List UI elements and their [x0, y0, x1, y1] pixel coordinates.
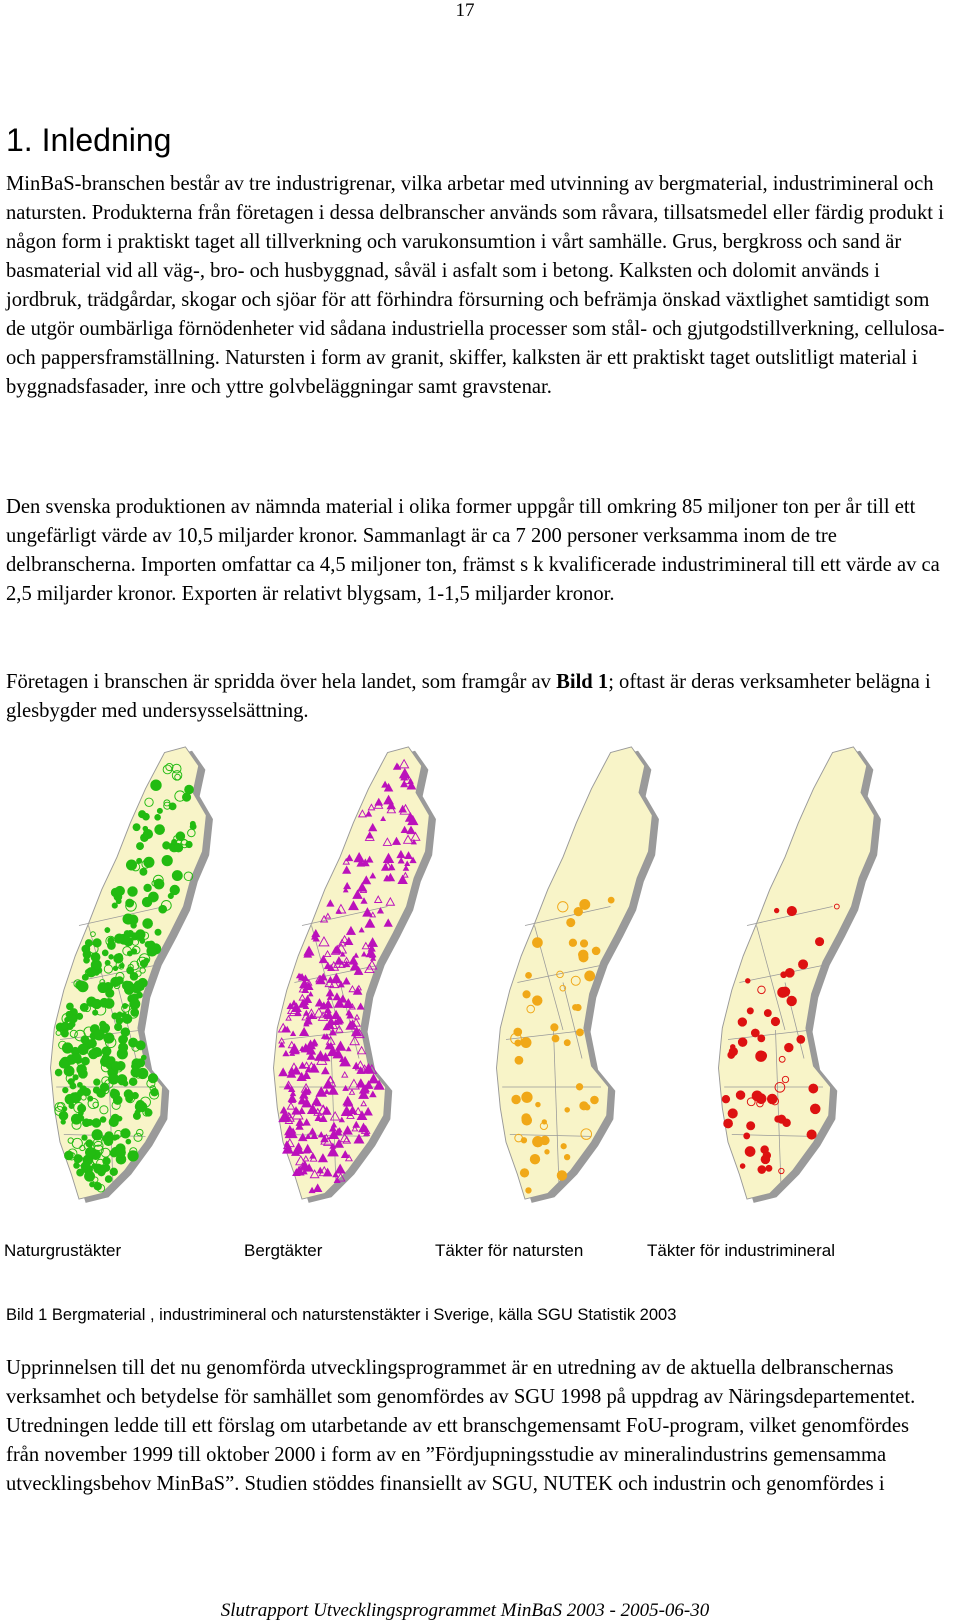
site-marker — [128, 1151, 139, 1162]
site-marker — [557, 1171, 567, 1181]
site-marker — [724, 1119, 733, 1128]
site-marker — [91, 953, 100, 962]
site-marker — [128, 887, 138, 897]
site-marker — [728, 1109, 738, 1119]
site-marker — [155, 929, 161, 935]
paragraph-production: Den svenska produktionen av nämnda material i olika former uppgår till omkring 85 miljoner ton per år till ett ungefärligt värde av 10,5 miljarder kronor. Sammanlagt är ca 7 200 personer verksamma inom de tre delbranscherna. Importen omfattar ca 4,5 miljoner ton, främst s k kvalificerade industrimineral till ett värde av ca 2,5 miljarder kronor. Exporten är relativt blygsam, 1-1,5 miljarder kronor. — [6, 496, 940, 605]
site-marker — [525, 972, 531, 978]
site-marker — [92, 1010, 98, 1016]
site-marker — [523, 991, 531, 999]
site-marker — [114, 934, 124, 944]
site-marker — [608, 897, 614, 903]
site-marker — [122, 981, 131, 990]
site-marker — [576, 1083, 583, 1090]
site-marker — [569, 939, 577, 947]
site-marker — [61, 1030, 68, 1037]
site-marker — [67, 1024, 73, 1030]
site-marker — [88, 1039, 97, 1048]
site-marker — [62, 1087, 68, 1093]
site-marker — [552, 1035, 559, 1042]
site-marker — [105, 989, 114, 998]
site-marker — [738, 1018, 747, 1027]
site-marker — [751, 1029, 759, 1037]
site-marker — [172, 870, 182, 880]
map-industrimineral — [719, 747, 881, 1203]
sweden-maps-figure — [0, 745, 960, 1225]
site-marker — [747, 1008, 753, 1014]
site-marker — [783, 1119, 791, 1127]
site-marker — [745, 1146, 755, 1156]
site-marker — [758, 1166, 766, 1174]
site-marker — [59, 1111, 68, 1120]
site-marker — [722, 1095, 730, 1103]
site-marker — [82, 1135, 88, 1141]
site-marker — [787, 996, 797, 1006]
site-marker — [752, 1091, 762, 1101]
site-marker — [521, 1037, 531, 1047]
site-marker — [807, 1130, 817, 1140]
site-marker — [102, 950, 108, 956]
site-marker — [572, 1004, 578, 1010]
site-marker — [580, 940, 588, 948]
site-marker — [815, 937, 824, 946]
site-marker — [145, 1109, 153, 1117]
site-marker — [566, 918, 575, 927]
site-marker — [131, 1063, 137, 1069]
site-marker — [136, 842, 143, 849]
site-marker — [155, 814, 161, 820]
site-marker — [133, 823, 140, 830]
site-marker — [128, 1038, 137, 1047]
site-marker — [761, 1155, 770, 1164]
sweden-outline — [274, 747, 430, 1199]
site-marker — [105, 927, 110, 932]
site-marker — [110, 1168, 118, 1176]
map-naturgrus — [51, 747, 213, 1203]
site-marker — [758, 1051, 767, 1060]
site-marker — [170, 885, 180, 895]
site-marker — [130, 999, 140, 1009]
site-marker — [542, 1119, 547, 1124]
site-marker — [809, 1084, 818, 1093]
site-marker — [522, 1092, 533, 1103]
site-marker — [514, 1028, 522, 1036]
site-marker — [126, 1139, 131, 1144]
site-marker — [84, 1171, 94, 1181]
site-marker — [780, 987, 790, 997]
site-marker — [92, 1163, 97, 1168]
site-marker — [148, 1073, 158, 1083]
page-footer: Slutrapport Utvecklingsprogrammet MinBaS 2003 - 2005-06-30 — [220, 1600, 710, 1621]
site-marker — [584, 1104, 590, 1110]
site-marker — [131, 949, 137, 955]
paragraph-distribution — [6, 668, 946, 726]
site-marker — [174, 843, 183, 852]
site-marker — [143, 919, 153, 929]
site-marker — [142, 897, 152, 907]
site-marker — [774, 908, 779, 913]
site-marker — [94, 1030, 105, 1041]
site-marker — [120, 963, 125, 968]
site-marker — [182, 793, 191, 802]
site-marker — [72, 1095, 79, 1102]
site-marker — [144, 884, 152, 892]
site-marker — [81, 1162, 90, 1171]
site-marker — [100, 1117, 106, 1123]
site-marker — [116, 899, 121, 904]
site-marker — [103, 1157, 111, 1165]
site-marker — [134, 981, 143, 990]
site-marker — [102, 1136, 108, 1142]
site-marker — [576, 1029, 583, 1036]
figure-reference[interactable]: Bild 1 — [556, 671, 609, 693]
site-marker — [87, 1096, 92, 1101]
site-marker — [126, 860, 136, 870]
site-marker — [758, 1035, 765, 1042]
figure-caption: Bild 1 Bergmaterial , industrimineral och naturstenstäkter i Sverige, källa SGU Statistik 2003 — [6, 1306, 677, 1324]
site-marker — [111, 1089, 117, 1095]
paragraph-intro: MinBaS-branschen består av tre industrigrenar, vilka arbetar med utvinning av bergmaterial, industrimineral och natursten. Produkterna från företagen i dessa delbranscher används som råvara, tillsatsmedel eller färdig produkt i någon form i praktiskt taget all tillverkning och varukonsumtion i vårt samhälle. Grus, bergkross och sand är basmaterial vid all väg-, bro- och husbyggnad, såväl i asfalt som i betong. Kalksten och dolomit används i jordbruk, trädgårdar, skogar och sjöar för att förhindra försurning och befrämja önskad växtlighet samtidigt som de utgör oumbärliga förnödenheter vid sådana industriella processer som stål- och gjutgodstillverkning, cellulosa- och pappersframställning. Natursten i form av granit, skiffer, kalksten är ett praktiskt taget outslitligt material i byggnadsfasader, inre och yttre golvbeläggningar samt gravstenar. — [6, 173, 945, 398]
site-marker — [746, 1122, 754, 1130]
site-marker — [530, 1154, 540, 1164]
site-marker — [797, 1035, 805, 1043]
site-marker — [190, 821, 195, 826]
site-marker — [117, 1074, 127, 1084]
site-marker — [522, 1114, 531, 1123]
site-marker — [551, 1024, 559, 1032]
site-marker — [83, 957, 89, 963]
site-marker — [55, 1069, 62, 1076]
site-marker — [526, 1188, 532, 1194]
site-marker — [93, 1079, 100, 1086]
site-marker — [104, 998, 114, 1008]
site-marker — [771, 1017, 780, 1026]
site-marker — [729, 1047, 738, 1056]
site-marker — [545, 1149, 550, 1154]
site-marker — [77, 981, 88, 992]
paragraph-background: Upprinnelsen till det nu genomförda utvecklingsprogrammet är en utredning av de aktuella delbranschernas verksamhet och betydelse för samhället som genomfördes av SGU 1998 på uppdrag av Näringsdepartementet. Utredningen ledde till ett förslag om utarbetande av ett branschgemensamt FoU-program, vilket genomfördes från november 1999 till oktober 2000 i form av en ”Fördjupningsstudie av mineralindustrins gemensamma utvecklingsbehov MinBaS”. Studien stöddes finansiellt av SGU, NUTEK och industrin och genomfördes i — [6, 1357, 916, 1495]
site-marker — [128, 915, 138, 925]
site-marker — [157, 808, 162, 813]
site-marker — [59, 1059, 68, 1068]
site-marker — [111, 1061, 121, 1071]
site-marker — [766, 1165, 772, 1171]
site-marker — [121, 1028, 130, 1037]
page-number: 17 — [455, 0, 475, 21]
site-marker — [186, 841, 193, 848]
site-marker — [112, 903, 118, 909]
site-marker — [72, 1053, 81, 1062]
site-marker — [787, 906, 797, 916]
site-marker — [87, 1119, 93, 1125]
site-marker — [105, 1176, 112, 1183]
site-marker — [564, 1154, 570, 1160]
site-marker — [740, 1164, 745, 1169]
site-marker — [745, 978, 750, 983]
sweden-outline — [719, 747, 875, 1199]
paragraph-text: ; oftast är deras verksamheter belägna i glesbygder med undersysselsättning. — [6, 671, 931, 722]
site-marker — [736, 1091, 745, 1100]
site-marker — [109, 954, 114, 959]
site-marker — [81, 1057, 89, 1065]
site-marker — [122, 1014, 132, 1024]
site-marker — [107, 941, 115, 949]
site-marker — [515, 1040, 521, 1046]
site-marker — [92, 1129, 103, 1140]
site-marker — [535, 1102, 540, 1107]
map-label-naturgrus: Naturgrustäkter — [4, 1241, 122, 1260]
site-marker — [578, 950, 588, 960]
site-marker — [70, 1083, 76, 1089]
site-marker — [140, 960, 147, 967]
site-marker — [97, 1089, 106, 1098]
site-marker — [104, 1033, 115, 1044]
site-marker — [163, 842, 171, 850]
site-marker — [162, 855, 173, 866]
site-marker — [532, 996, 542, 1006]
map-berg — [274, 747, 436, 1203]
site-marker — [62, 1043, 73, 1054]
site-marker — [151, 1088, 159, 1096]
site-marker — [91, 1000, 99, 1008]
site-marker — [109, 1117, 119, 1127]
site-marker — [143, 829, 153, 839]
site-marker — [77, 1082, 82, 1087]
site-marker — [124, 930, 130, 936]
site-marker — [515, 1056, 523, 1064]
site-marker — [512, 1095, 521, 1104]
site-marker — [738, 1038, 747, 1047]
site-marker — [140, 868, 147, 875]
site-marker — [118, 1043, 128, 1053]
site-marker — [81, 1036, 89, 1044]
site-marker — [142, 813, 149, 820]
site-marker — [781, 972, 787, 978]
site-marker — [135, 1102, 145, 1112]
site-marker — [74, 1163, 80, 1169]
site-marker — [585, 971, 595, 981]
map-label-natursten: Täkter för natursten — [435, 1241, 584, 1260]
site-marker — [122, 1003, 127, 1008]
site-marker — [520, 1169, 529, 1178]
site-marker — [86, 1140, 94, 1148]
map-label-industrimineral: Täkter för industrimineral — [647, 1241, 836, 1260]
site-marker — [592, 947, 600, 955]
site-marker — [66, 1011, 73, 1018]
site-marker — [744, 1133, 750, 1139]
site-marker — [115, 886, 125, 896]
site-marker — [151, 780, 162, 791]
site-marker — [127, 967, 134, 974]
site-marker — [155, 825, 165, 835]
site-marker — [85, 1147, 95, 1157]
site-marker — [561, 1143, 567, 1149]
section-heading: 1. Inledning — [6, 122, 172, 158]
site-marker — [532, 937, 542, 947]
site-marker — [136, 992, 142, 998]
site-marker — [784, 1043, 793, 1052]
paragraph-text: Företagen i branschen är spridda över hela landet, som framgår av — [6, 671, 557, 693]
sweden-outline — [497, 747, 653, 1199]
site-marker — [147, 941, 155, 949]
map-natursten — [497, 747, 659, 1203]
site-marker — [77, 1064, 87, 1074]
site-marker — [564, 1040, 570, 1046]
map-label-berg: Bergtäkter — [244, 1241, 323, 1260]
site-marker — [129, 1078, 137, 1086]
site-marker — [580, 899, 590, 909]
site-marker — [540, 1136, 549, 1145]
site-marker — [764, 1009, 771, 1016]
site-marker — [810, 1104, 820, 1114]
site-marker — [114, 1023, 122, 1031]
site-marker — [140, 938, 145, 943]
site-marker — [114, 954, 124, 964]
site-marker — [76, 1013, 82, 1019]
site-marker — [565, 1107, 570, 1112]
site-marker — [590, 1096, 598, 1104]
site-marker — [116, 1147, 126, 1157]
site-marker — [798, 960, 807, 969]
